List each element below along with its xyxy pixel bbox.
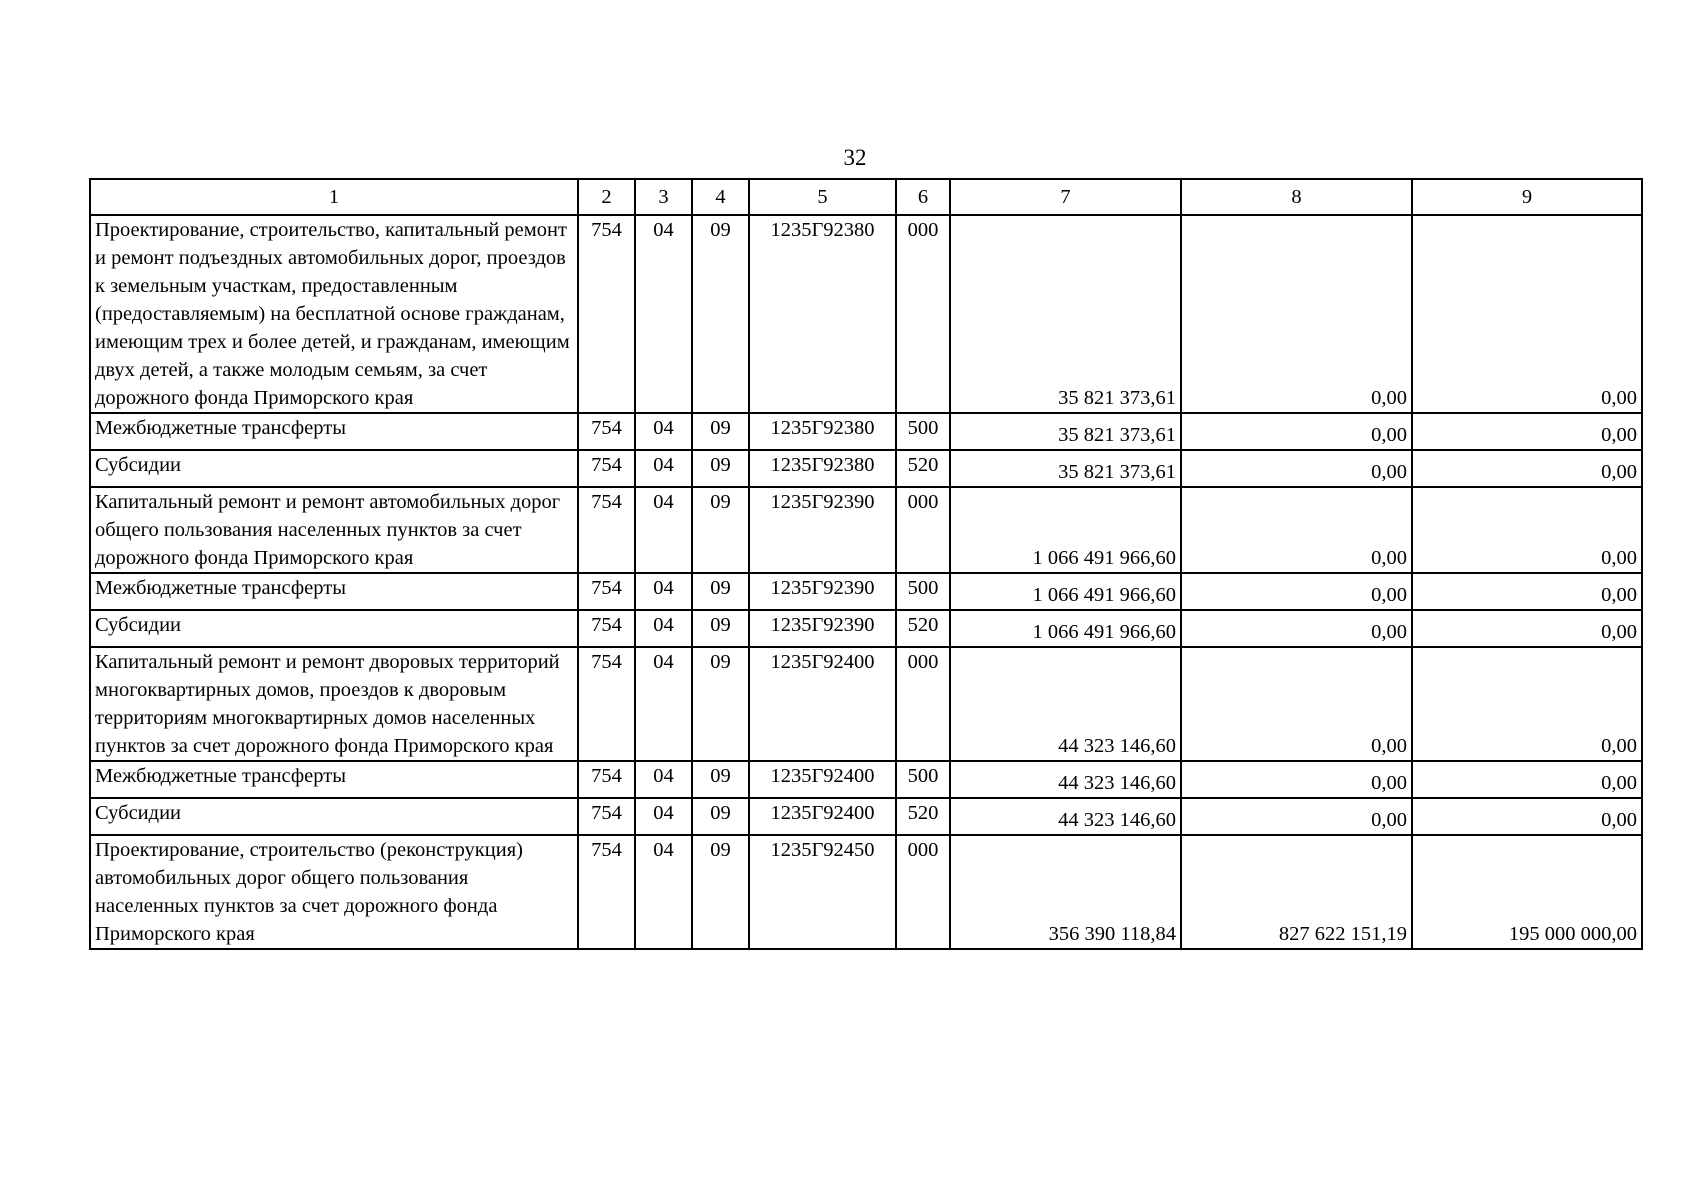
amount-7-cell: 356 390 118,84 [950,835,1181,949]
amount-7-cell: 1 066 491 966,60 [950,573,1181,610]
code-5-cell: 1235Г92400 [749,798,896,835]
row-name-cell: Капитальный ремонт и ремонт дворовых территорий многоквартирных домов, проездов к дворовым территориям многоквартирных домов населенных пунктов за счет дорожного фонда Приморского края [90,647,578,761]
amount-8-cell: 827 622 151,19 [1181,835,1412,949]
amount-8-cell: 0,00 [1181,450,1412,487]
code-3-cell: 04 [635,610,692,647]
header-row [90,179,1642,215]
amount-9-cell: 0,00 [1412,487,1642,573]
code-5-cell: 1235Г92390 [749,573,896,610]
code-6-cell: 000 [896,215,950,413]
row-name-cell: Субсидии [90,610,578,647]
code-3-cell: 04 [635,573,692,610]
amount-7-cell: 35 821 373,61 [950,450,1181,487]
amount-8-cell: 0,00 [1181,610,1412,647]
amount-7-cell: 44 323 146,60 [950,761,1181,798]
amount-9-cell: 0,00 [1412,647,1642,761]
header-cell: 5 [749,179,896,215]
table-row [90,450,1642,487]
code-4-cell: 09 [692,798,749,835]
page-number: 32 [843,145,867,170]
code-2-cell: 754 [578,573,635,610]
code-5-cell: 1235Г92390 [749,487,896,573]
header-cell: 4 [692,179,749,215]
header-cell: 1 [90,179,578,215]
code-6-cell: 500 [896,413,950,450]
amount-9-cell: 0,00 [1412,798,1642,835]
amount-7-cell: 35 821 373,61 [950,413,1181,450]
amount-7-cell: 44 323 146,60 [950,647,1181,761]
code-3-cell: 04 [635,835,692,949]
amount-9-cell: 0,00 [1412,610,1642,647]
code-6-cell: 520 [896,798,950,835]
code-2-cell: 754 [578,610,635,647]
amount-9-cell: 0,00 [1412,573,1642,610]
code-6-cell: 000 [896,835,950,949]
header-cell: 3 [635,179,692,215]
amount-7-cell: 35 821 373,61 [950,215,1181,413]
row-name-cell: Межбюджетные трансферты [90,413,578,450]
row-name-cell: Субсидии [90,450,578,487]
row-name-cell: Межбюджетные трансферты [90,761,578,798]
table-row [90,573,1642,610]
amount-9-cell: 0,00 [1412,761,1642,798]
amount-7-cell: 1 066 491 966,60 [950,487,1181,573]
amount-9-cell: 0,00 [1412,450,1642,487]
amount-8-cell: 0,00 [1181,487,1412,573]
code-6-cell: 000 [896,487,950,573]
header-cell: 9 [1412,179,1642,215]
code-4-cell: 09 [692,647,749,761]
code-2-cell: 754 [578,487,635,573]
code-4-cell: 09 [692,487,749,573]
row-name-cell: Проектирование, строительство, капитальный ремонт и ремонт подъездных автомобильных дорог, проездов к земельным участкам, предоставленным (предоставляемым) на бесплатной основе гражданам, имеющим трех и более детей, и гражданам, имеющим двух детей, а также молодым семьям, за счет дорожного фонда Приморского края [90,215,578,413]
table-row [90,798,1642,835]
code-5-cell: 1235Г92450 [749,835,896,949]
amount-8-cell: 0,00 [1181,215,1412,413]
amount-8-cell: 0,00 [1181,761,1412,798]
amount-7-cell: 44 323 146,60 [950,798,1181,835]
code-3-cell: 04 [635,487,692,573]
code-5-cell: 1235Г92400 [749,761,896,798]
header-cell: 8 [1181,179,1412,215]
amount-8-cell: 0,00 [1181,573,1412,610]
amount-9-cell: 195 000 000,00 [1412,835,1642,949]
code-3-cell: 04 [635,450,692,487]
code-3-cell: 04 [635,798,692,835]
code-2-cell: 754 [578,835,635,949]
header-cell: 6 [896,179,950,215]
table-row [90,487,1642,573]
code-3-cell: 04 [635,215,692,413]
code-4-cell: 09 [692,450,749,487]
code-5-cell: 1235Г92380 [749,450,896,487]
budget-table [89,178,1643,950]
code-2-cell: 754 [578,413,635,450]
code-2-cell: 754 [578,798,635,835]
code-2-cell: 754 [578,215,635,413]
row-name-cell: Межбюджетные трансферты [90,573,578,610]
table-row [90,610,1642,647]
code-4-cell: 09 [692,573,749,610]
row-name-cell: Проектирование, строительство (реконструкция) автомобильных дорог общего пользования населенных пунктов за счет дорожного фонда Приморского края [90,835,578,949]
code-5-cell: 1235Г92400 [749,647,896,761]
table-row [90,647,1642,761]
code-6-cell: 500 [896,573,950,610]
code-5-cell: 1235Г92380 [749,215,896,413]
code-4-cell: 09 [692,610,749,647]
code-4-cell: 09 [692,761,749,798]
table-row [90,215,1642,413]
code-3-cell: 04 [635,413,692,450]
code-2-cell: 754 [578,647,635,761]
amount-9-cell: 0,00 [1412,413,1642,450]
code-3-cell: 04 [635,761,692,798]
code-6-cell: 000 [896,647,950,761]
header-cell: 7 [950,179,1181,215]
code-6-cell: 520 [896,450,950,487]
code-6-cell: 520 [896,610,950,647]
code-4-cell: 09 [692,835,749,949]
amount-8-cell: 0,00 [1181,798,1412,835]
code-5-cell: 1235Г92390 [749,610,896,647]
code-4-cell: 09 [692,215,749,413]
row-name-cell: Субсидии [90,798,578,835]
code-5-cell: 1235Г92380 [749,413,896,450]
code-4-cell: 09 [692,413,749,450]
amount-7-cell: 1 066 491 966,60 [950,610,1181,647]
amount-9-cell: 0,00 [1412,215,1642,413]
table-row [90,413,1642,450]
code-6-cell: 500 [896,761,950,798]
table-row [90,761,1642,798]
row-name-cell: Капитальный ремонт и ремонт автомобильных дорог общего пользования населенных пунктов за счет дорожного фонда Приморского края [90,487,578,573]
header-cell: 2 [578,179,635,215]
amount-8-cell: 0,00 [1181,647,1412,761]
code-2-cell: 754 [578,450,635,487]
code-2-cell: 754 [578,761,635,798]
code-3-cell: 04 [635,647,692,761]
table-row [90,835,1642,949]
amount-8-cell: 0,00 [1181,413,1412,450]
